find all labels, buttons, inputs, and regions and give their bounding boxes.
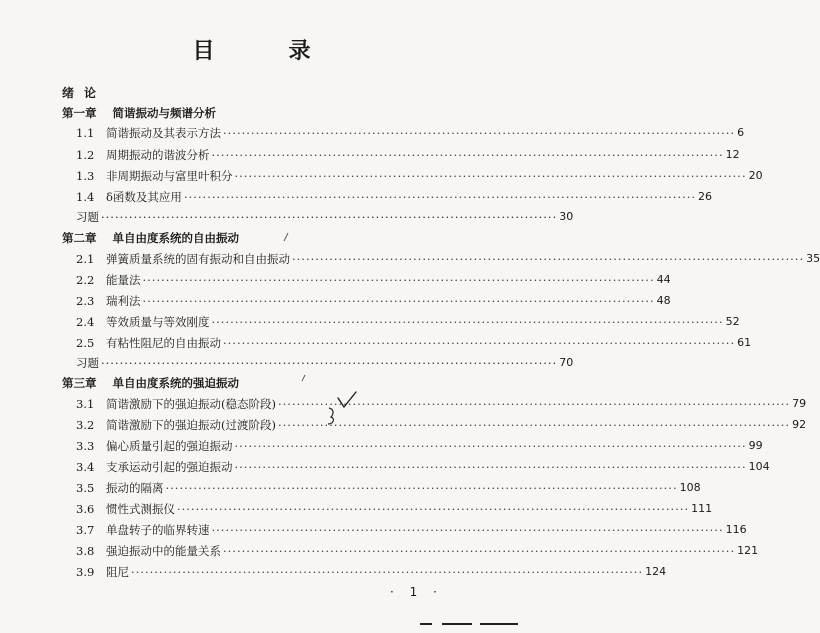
page-number: 99: [748, 439, 763, 452]
chapter-title: 单自由度系统的强迫振动: [112, 376, 239, 390]
leader-dots: [235, 458, 747, 476]
page-number: 20: [748, 169, 763, 182]
section-title: 周期振动的谐波分析: [106, 148, 210, 162]
toc-entry: [76, 124, 745, 142]
toc-entry: [76, 334, 752, 352]
section-number: 3.3: [76, 439, 95, 453]
intro-heading: 绪论: [62, 86, 107, 100]
chapter-title: 简谐振动与频谱分析: [112, 106, 216, 120]
leader-dots: [212, 146, 724, 164]
section-number: 2.5: [76, 336, 95, 350]
scan-artifact: [420, 622, 520, 626]
leader-dots: [177, 500, 689, 518]
toc-entry: [76, 521, 747, 539]
leader-dots: [235, 167, 747, 185]
section-number: 2.2: [76, 273, 95, 287]
section-title: 非周期振动与富里叶积分: [106, 169, 233, 183]
section-title: 偏心质量引起的强迫振动: [106, 439, 233, 453]
section-number: 1.1: [76, 126, 95, 140]
section-number: 3.6: [76, 502, 95, 516]
leader-dots: [143, 271, 655, 289]
chapter-number: 第二章: [62, 231, 97, 245]
chapter-heading: [62, 104, 216, 122]
toc-entry: [76, 479, 701, 497]
section-title: 瑞利法: [106, 294, 141, 308]
page-number: 104: [748, 460, 770, 473]
page-number: 35: [806, 252, 820, 265]
leader-dots: [223, 542, 735, 560]
toc-entry: [76, 563, 667, 581]
leader-dots: [166, 479, 678, 497]
section-title: 等效质量与等效刚度: [106, 315, 210, 329]
leader-dots: [223, 334, 735, 352]
section-number: 2.4: [76, 315, 95, 329]
toc-entry: [76, 500, 713, 518]
toc-entry-exercises: [76, 208, 574, 226]
section-title: 支承运动引起的强迫振动: [106, 460, 233, 474]
chapter-number: 第三章: [62, 376, 97, 390]
section-title: 振动的隔离: [106, 481, 164, 495]
leader-dots: [184, 188, 696, 206]
section-number: 2.1: [76, 252, 95, 266]
toc-entry: [76, 292, 671, 310]
handwritten-checkmark-icon: [328, 390, 388, 428]
page-number: 108: [679, 481, 701, 494]
section-title: 简谐激励下的强迫振动(过渡阶段): [106, 418, 276, 432]
chapter-title: 单自由度系统的自由振动: [112, 231, 239, 245]
section-title: 弹簧质量系统的固有振动和自由振动: [106, 252, 290, 266]
section-title: 简谐振动及其表示方法: [106, 126, 221, 140]
page-number: 52: [725, 315, 740, 328]
leader-dots: [143, 292, 655, 310]
section-number: 3.4: [76, 460, 95, 474]
leader-dots: [235, 437, 747, 455]
leader-dots: [212, 313, 724, 331]
section-number: 2.3: [76, 294, 95, 308]
page-number: 61: [737, 336, 752, 349]
page-number: 44: [656, 273, 671, 286]
section-number: 3.9: [76, 565, 95, 579]
leader-dots: ··································································································: [101, 210, 558, 224]
toc-entry: [76, 271, 671, 289]
pencil-mark-icon: [300, 374, 308, 382]
page-number: 70: [559, 356, 574, 369]
toc-entry: [76, 542, 759, 560]
section-number: 3.1: [76, 397, 95, 411]
toc-entry: [76, 458, 770, 476]
section-title: 习题: [76, 210, 99, 224]
toc-entry-exercises: [76, 354, 574, 372]
toc-entry: [76, 250, 820, 268]
page-number: 92: [792, 418, 807, 431]
page-number: 30: [559, 210, 574, 223]
section-number: 1.2: [76, 148, 95, 162]
chapter-number: 第一章: [62, 106, 97, 120]
leader-dots: [212, 521, 724, 539]
page-number: 6: [737, 126, 745, 139]
pencil-mark-icon: [282, 232, 290, 242]
page-number: 48: [656, 294, 671, 307]
section-title: δ函数及其应用: [106, 190, 182, 204]
leader-dots: [131, 563, 643, 581]
page-number: 26: [698, 190, 713, 203]
section-title: 简谐激励下的强迫振动(稳态阶段): [106, 397, 276, 411]
section-number: 3.5: [76, 481, 95, 495]
page-number: 116: [725, 523, 747, 536]
section-number: 3.2: [76, 418, 95, 432]
section-title: 强迫振动中的能量关系: [106, 544, 221, 558]
toc-entry: [76, 146, 740, 164]
section-number: 3.8: [76, 544, 95, 558]
section-title: 阻尼: [106, 565, 129, 579]
section-title: 习题: [76, 356, 99, 370]
section-title: 能量法: [106, 273, 141, 287]
page-number: 124: [645, 565, 667, 578]
page-number: 79: [792, 397, 807, 410]
section-number: 1.4: [76, 190, 95, 204]
toc-entry: [76, 167, 763, 185]
leader-dots: [292, 250, 804, 268]
toc-entry: [76, 313, 740, 331]
toc-entry: [76, 188, 713, 206]
leader-dots: [223, 124, 735, 142]
chapter-heading: [62, 374, 239, 392]
page-number: 12: [725, 148, 740, 161]
page-number: 111: [691, 502, 713, 515]
leader-dots: ··································································································: [101, 356, 558, 370]
toc-entry: [76, 437, 763, 455]
chapter-heading: [62, 229, 239, 247]
section-title: 惯性式测振仪: [106, 502, 175, 516]
page-footer: · 1 ·: [390, 585, 443, 599]
page-title: 目 录: [192, 39, 337, 64]
section-number: 3.7: [76, 523, 95, 537]
section-title: 有粘性阻尼的自由振动: [106, 336, 221, 350]
section-title: 单盘转子的临界转速: [106, 523, 210, 537]
page-number: 121: [737, 544, 759, 557]
section-number: 1.3: [76, 169, 95, 183]
